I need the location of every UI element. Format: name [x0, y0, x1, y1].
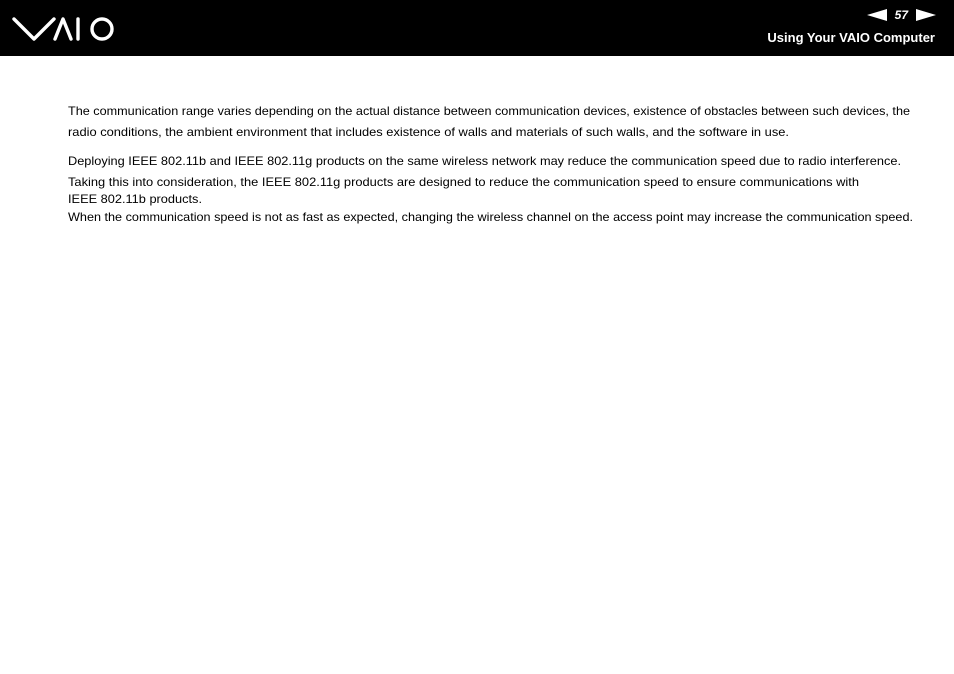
paragraph-communication-range — [68, 101, 928, 143]
page-number: 57 — [894, 8, 908, 22]
text-line: When the communication speed is not as fast as expected, changing the wireless channel on the access point may increase the communication speed. — [68, 210, 913, 224]
page-header — [0, 0, 954, 56]
page-navigation — [867, 6, 936, 24]
paragraph-communication-speed — [68, 174, 928, 208]
document-body — [68, 101, 928, 226]
text-line: The communication range varies depending on the actual distance between communication devices, existence of obstacles between such devices, the — [68, 104, 910, 118]
next-page-icon[interactable] — [916, 9, 936, 21]
section-title: Using Your VAIO Computer — [767, 30, 935, 45]
text-line: radio conditions, the ambient environment that includes existence of walls and materials of such walls, and the software in use. — [68, 125, 789, 139]
paragraph-wireless-channel — [68, 208, 928, 226]
text-line: Deploying IEEE 802.11b and IEEE 802.11g products on the same wireless network may reduce the communication speed due to radio interference. — [68, 154, 901, 168]
previous-page-icon[interactable] — [867, 9, 887, 21]
text-line: IEEE 802.11b products. — [68, 192, 202, 206]
paragraph-interference — [68, 151, 928, 172]
vaio-logo — [12, 15, 120, 43]
text-line: Taking this into consideration, the IEEE 802.11g products are designed to reduce the communication speed to ensure communications with — [68, 175, 859, 189]
